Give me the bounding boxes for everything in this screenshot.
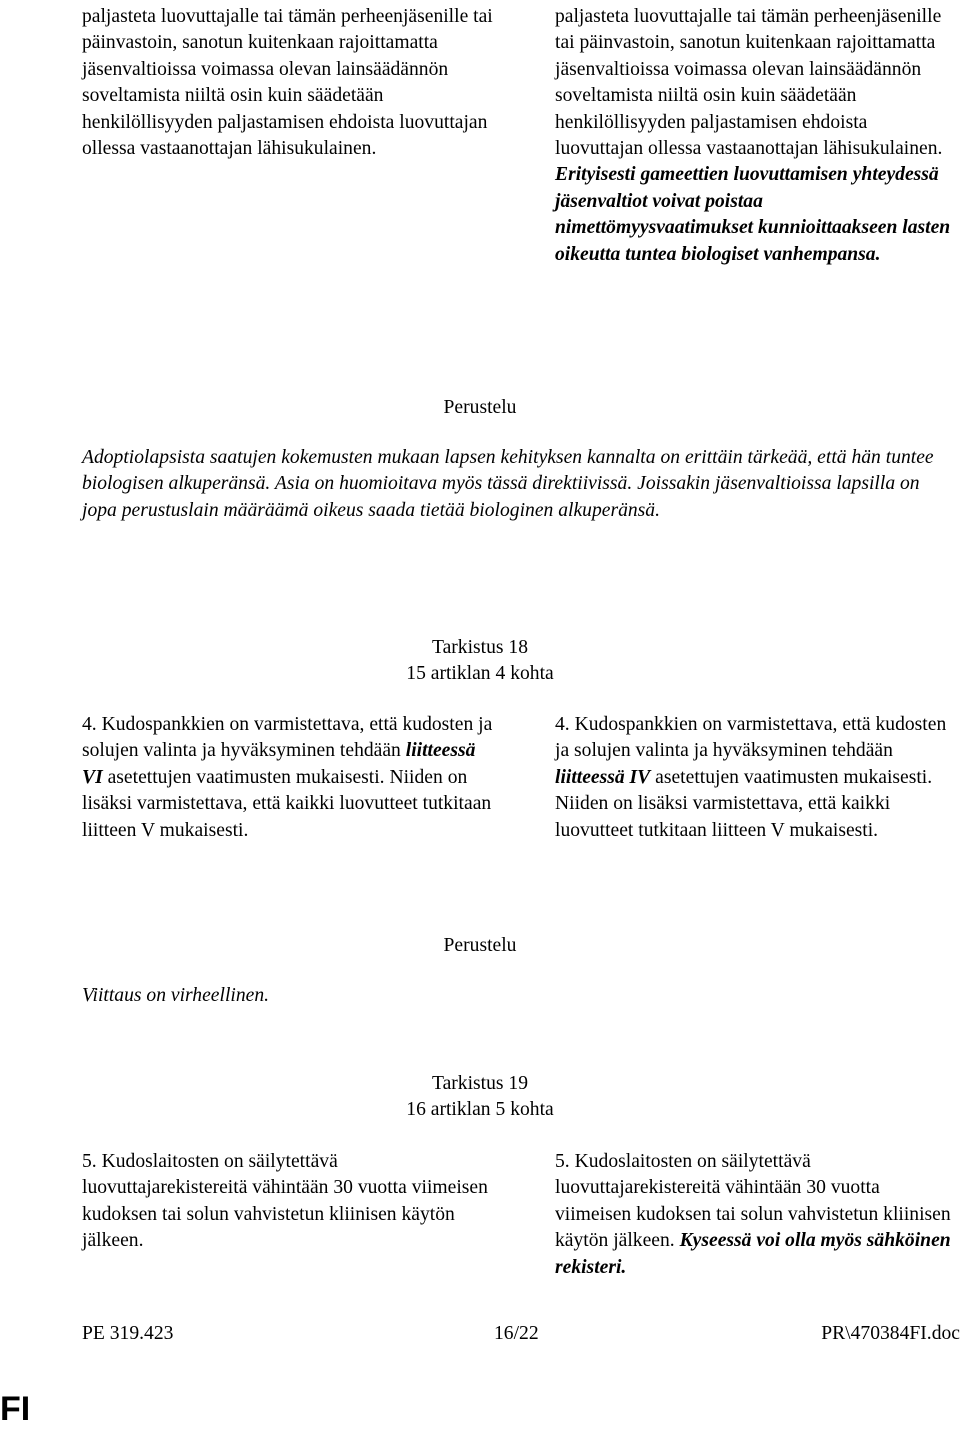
language-code: FI (0, 1390, 31, 1428)
amendment-reference: 15 artiklan 4 kohta (406, 663, 554, 684)
amendment-title: Tarkistus 19 (431, 1073, 529, 1094)
original-text-block (82, 4, 500, 162)
amendment-text (555, 712, 955, 844)
justification-heading: Perustelu (443, 397, 517, 418)
amended-text: paljasteta luovuttajalle tai tämän perheenjäsenille tai päinvastoin, sanotun kuitenkaan rajoittamatta jäsenvaltioissa voimassa olevan lainsäädännön soveltamista niiltä osin kuin säädetään henkilöllisyyden paljastamisen ehdoista luovuttajan ollessa vastaanottajan lähisukulainen. (555, 6, 943, 160)
footer-document-number: PE 319.423 (82, 1323, 174, 1344)
page-footer (0, 1321, 960, 1349)
original-text: paljasteta luovuttajalle tai tämän perheenjäsenille tai päinvastoin, sanotun kuitenkaan rajoittamatta jäsenvaltioissa voimassa olevan lainsäädännön soveltamista niiltä osin kuin säädetään henkilöllisyyden paljastamisen ehdoista luovuttajan ollessa vastaanottajan lähisukulainen. (82, 6, 493, 160)
justification-text: Viittaus on virheellinen. (82, 985, 270, 1006)
footer-page-number: 16/22 (494, 1323, 539, 1344)
amendment-text-part: 5. Kudoslaitosten on säilytettävä luovuttajarekistereitä vähintään 30 vuotta viimeisen kudoksen tai solun vahvistetun kliinisen käytön jälkeen. (555, 1151, 951, 1252)
footer-file-name: PR\470384FI.doc (821, 1323, 960, 1344)
amendment-text-part: 4. Kudospankkien on varmistettava, että kudosten ja solujen valinta ja hyväksyminen tehdään (555, 714, 947, 762)
amendment-title: Tarkistus 18 (431, 637, 529, 658)
commission-text: 5. Kudoslaitosten on säilytettävä luovuttajarekistereitä vähintään 30 vuotta viimeisen kudoksen tai solun vahvistetun kliinisen käytön jälkeen. (82, 1151, 488, 1252)
amended-text-emphasis: Erityisesti gameettien luovuttamisen yhteydessä jäsenvaltiot voivat poistaa nimettömyysvaatimukset kunnioittaakseen lasten oikeutta tuntea biologiset vanhempansa. (555, 164, 951, 265)
amendment-reference: 16 artiklan 5 kohta (406, 1099, 554, 1120)
amendment-text (555, 1149, 955, 1281)
amendment-text-emphasis: liitteessä IV (555, 766, 651, 788)
amended-text-block (555, 4, 955, 268)
justification-text: Adoptiolapsista saatujen kokemusten mukaan lapsen kehityksen kannalta on erittäin tärkeää, että hän tuntee biologisen alkuperänsä. Asia on huomioitava myös tässä direktiivissä. Joissakin jäsenvaltioissa lapsilla on jopa perustuslain määräämä oikeus saada tietää biologinen alkuperänsä. (82, 447, 934, 521)
justification-heading: Perustelu (443, 935, 517, 956)
commission-text-part: asetettujen vaatimusten mukaisesti. Niiden on lisäksi varmistettava, että kaikki luovutteet tutkitaan liitteen V mukaisesti. (82, 766, 492, 841)
commission-text (82, 712, 500, 844)
commission-text-part: 4. Kudospankkien on varmistettava, että kudosten ja solujen valinta ja hyväksyminen tehdään (82, 714, 493, 762)
commission-text-emphasis: liitteessä VI (82, 740, 476, 788)
amendment-text-emphasis: Kyseessä voi olla myös sähköinen rekisteri. (555, 1230, 951, 1278)
amendment-text-part: asetettujen vaatimusten mukaisesti. Niiden on lisäksi varmistettava, että kaikki luovutteet tutkitaan liitteen V mukaisesti. (555, 766, 933, 841)
